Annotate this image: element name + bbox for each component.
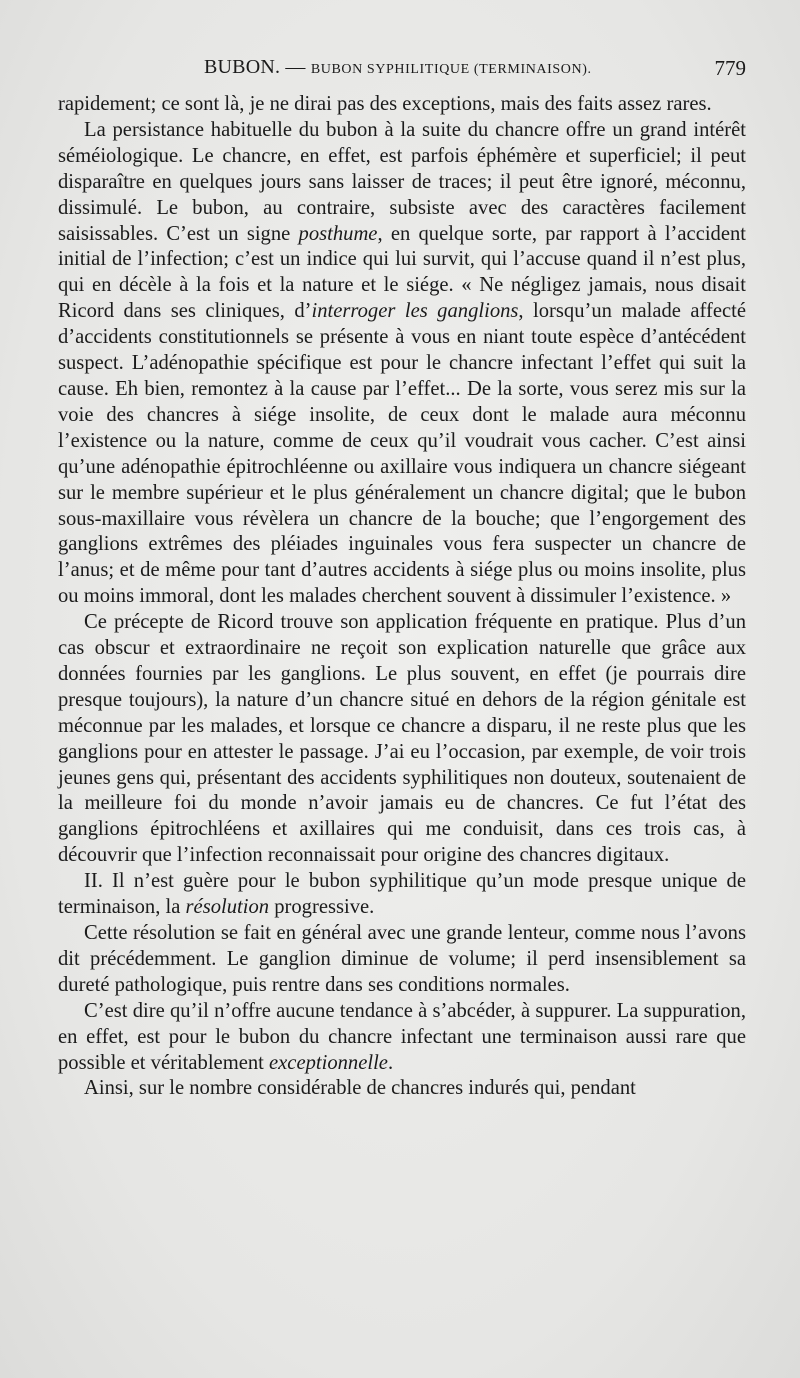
header-dash: — [285, 56, 306, 78]
paragraph-3: Ce précepte de Ricord trouve son application fréquente en pratique. Plus d’un cas obscur et extraordinaire ne reçoit son explication naturelle que grâce aux données fournies par les ganglions. Le plus souvent, en effet (je pourrais dire presque toujours), la nature d’un chancre situé en dehors de la région génitale est méconnue par les malades, et lorsque ce chancre a disparu, il ne reste plus que les ganglions pour en attester le passage. J’ai eu l’occasion, par exemple, de voir trois jeunes gens qui, présentant des accidents syphilitiques non douteux, soutenaient de la meilleure foi du monde n’avoir jamais eu de chancres. Ce fut l’état des ganglions épitrochléens et axillaires qui me conduisit, dans ces trois cas, à découvrir que l’infection reconnaissait pour origine des chancres digitaux. [58, 611, 746, 867]
paragraph-2-emphasis-posthume: posthume [298, 222, 378, 245]
paragraph-4-emphasis-resolution: résolution [185, 896, 270, 919]
paragraph-5: Cette résolution se fait en général avec une grande lenteur, comme nous l’avons dit précédemment. Le ganglion diminue de volume; il perd insensiblement sa dureté pathologique, puis rentre dans ses conditions normales. [58, 922, 746, 996]
paragraph-4-part-a: II. Il n’est guère pour le bubon syphilitique qu’un mode presque unique de terminaison, la [58, 870, 746, 919]
paragraph-2 [58, 118, 746, 610]
paragraph-1: rapidement; ce sont là, je ne dirai pas des exceptions, mais des faits assez rares. [58, 93, 712, 115]
paragraph-6 [58, 999, 746, 1077]
paragraph-2-part-b: , en quelque sorte, par rapport à l’accident initial de l’infection; c’est un indice qui lui survit, qui l’accuse quand il n’est plus, qui en décèle à la fois et la nature et le siége. « Ne négligez jamais, nous disait Ricord dans ses cliniques, d’ [58, 222, 747, 323]
paragraph-6-part-a: C’est dire qu’il n’offre aucune tendance à s’abcéder, à suppurer. La suppuration, en effet, est pour le bubon du chancre infectant une terminaison aussi rare que possible et véritablement [58, 999, 746, 1074]
paragraph-6-part-b: . [387, 1051, 394, 1074]
paragraph-4-part-b: progressive. [269, 896, 375, 919]
paragraph-6-emphasis-exceptionnelle: exceptionnelle [269, 1051, 388, 1074]
paragraph-7: Ainsi, sur le nombre considérable de chancres indurés qui, pendant [84, 1077, 636, 1100]
paragraph-2-part-c: , lorsqu’un malade affecté d’accidents constitutionnels se présente à vous en niant toute espèce d’antécédent suspect. L’adénopathie spécifique est pour le chancre infectant l’effet qui suit la cause. Eh bien, remontez à la cause par l’effet... De la sorte, vous serez mis sur la voie des chancres à siége insolite, de ceux dont le malade aura méconnu l’existence ou la nature, comme de ceux qu’il voudrait vous cacher. C’est ainsi qu’une adénopathie épitrochléenne ou axillaire vous indiquera un chancre siégeant sur le membre supérieur et le plus généralement un chancre digital; que le bubon sous-maxillaire vous révèlera un chancre de la bouche; que l’engorgement des ganglions extrêmes des pléiades inguinales vous fera suspecter un chancre de l’anus; et de même pour tant d’autres accidents à siége plus ou moins insolite, plus ou moins immoral, dont les malades cherchent souvent à dissimuler l’existence. » [58, 300, 746, 608]
header-title: BUBON. [204, 56, 281, 78]
paragraph-4 [58, 869, 746, 921]
header-subtitle: BUBON SYPHILITIQUE (TERMINAISON). [310, 62, 592, 77]
running-header [58, 56, 746, 84]
paragraph-2-emphasis-ganglions: interroger les ganglions [311, 300, 519, 323]
body-text [58, 92, 746, 1102]
paragraph-2-part-a: La persistance habituelle du bubon à la suite du chancre offre un grand intérêt séméiologique. Le chancre, en effet, est parfois éphémère et superficiel; il peut disparaître en quelques jours sans laisser de traces; il peut être ignoré, méconnu, dissimulé. Le bubon, au contraire, subsiste avec des caractères facilement saisissables. C’est un signe [58, 118, 746, 245]
page-number: 779 [714, 56, 746, 80]
running-head-title [204, 56, 592, 79]
